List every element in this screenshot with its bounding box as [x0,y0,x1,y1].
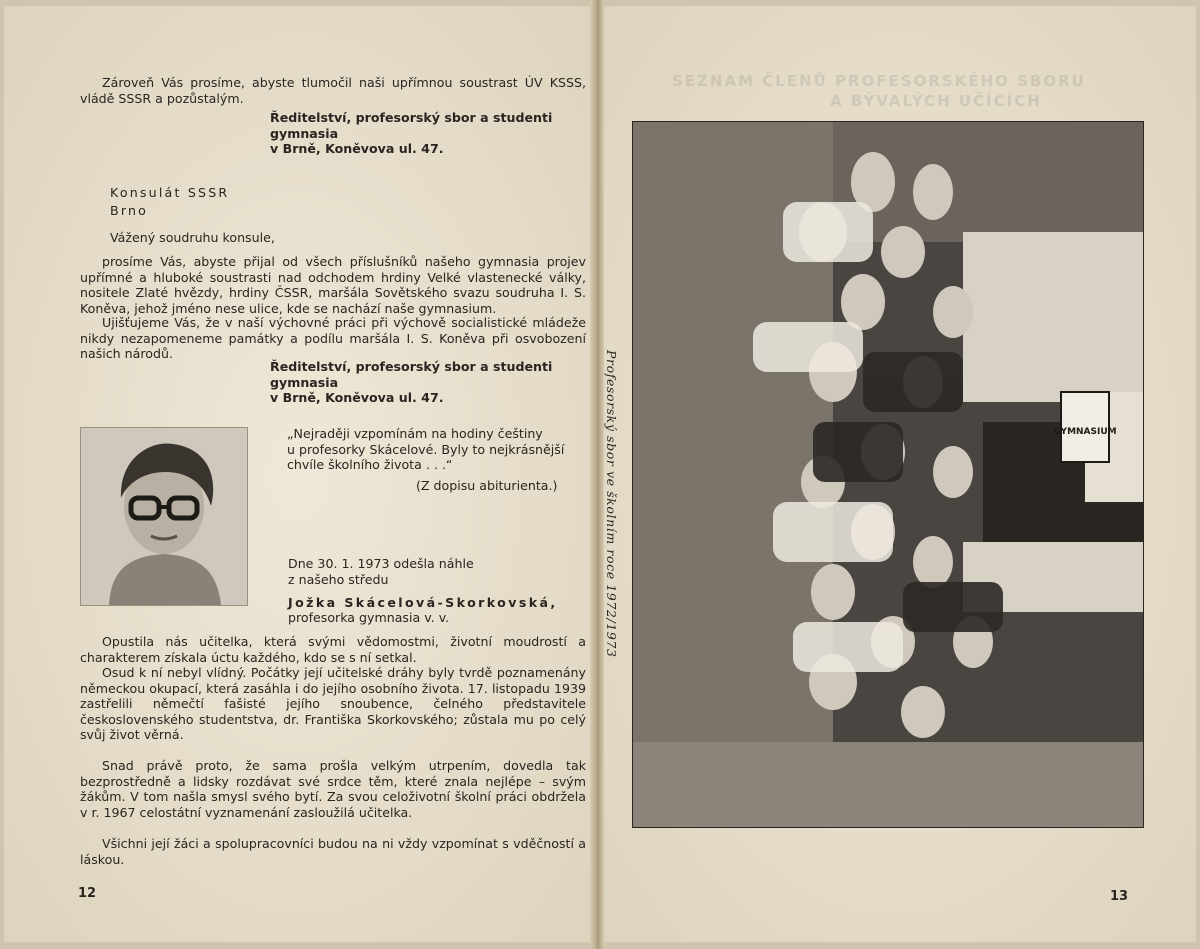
faculty-group-photo [633,122,1143,827]
obituary-intro-line: z našeho středu [288,571,389,587]
address-line: Brno [110,203,149,218]
book-gutter [590,0,604,949]
obituary-paragraph: Osud k ní nebyl vlídný. Počátky její učitelské dráhy byly tvrdě poznamenány německou okupací, která zasáhla i do jejího osobního života. 17. listopadu 1939 zastřelili němečtí fašisté jejího snoubence, čelného představitele československého studentstva, dr. Františka Skorkovského; zůstala mu po celý svůj život věrná. [80,665,586,743]
address-block [110,184,410,220]
photo-sign-text: GYMNASIUM [1053,427,1117,437]
obituary-paragraph: Opustila nás učitelka, která svými vědomostmi, životní moudrostí a charakterem získala úctu každého, kdo se s ní setkal. [80,634,586,665]
quote-line: „Nejraději vzpomínám na hodiny češtiny [287,426,543,441]
photo-caption: Profesorský sbor ve školním roce 1972/1973 [604,350,619,658]
address-line: Konsulát SSSR [110,185,230,200]
obituary-paragraph: Snad právě proto, že sama prošla velkým utrpením, dovedla tak bezprostředně a lidsky rozdávat své srdce těm, které znala nejlépe – svým žákům. V tom našla smysl svého bytí. Za svou celoživotní školní práci obdržela v r. 1967 celostátní vyznamenání zasloužilá učitelka. [80,758,586,820]
obituary-paragraph: Všichni její žáci a spolupracovníci budou na ni vždy vzpomínat s vděčností a láskou. [80,836,586,867]
bleed-through-text: SEZNAM ČLENŮ PROFESORSKÉHO SBORU [672,72,1086,90]
portrait-woman-with-glasses [81,428,247,605]
quote-line: chvíle školního života . . .“ [287,457,453,473]
obituary-intro-line: Dne 30. 1. 1973 odešla náhle [288,556,474,571]
quote-line: u profesorky Skácelové. Byly to nejkrásnější [287,441,565,457]
quote-source: (Z dopisu abiturienta.) [416,478,558,493]
signature-line: Ředitelství, profesorský sbor a studenti gymnasia [270,110,553,141]
obituary-title: profesorka gymnasia v. v. [288,610,450,625]
signature-block [270,359,590,406]
signature-line: Ředitelství, profesorský sbor a studenti gymnasia [270,359,553,390]
portrait-photo [80,427,248,606]
quote-block [287,426,587,473]
group-photo [632,121,1144,828]
signature-block [270,110,590,157]
paragraph: Zároveň Vás prosíme, abyste tlumočil naši upřímnou soustrast ÚV KSSS, vládě SSSR a pozůstalým. [80,75,586,106]
salutation: Vážený soudruhu konsule, [110,230,275,245]
paragraph: Ujišťujeme Vás, že v naší výchovné práci při výchově socialistické mládeže nikdy nezapomeneme památky a podílu maršála I. S. Koněva při osvobození našich národů. [80,315,586,362]
page-number-left: 12 [78,886,97,901]
obituary-intro [288,556,588,587]
paragraph: prosíme Vás, abyste přijal od všech příslušníků našeho gymnasia projev upřímné a hluboké soustrasti nad odchodem hrdiny Velké vlastenecké války, nositele Zlaté hvězdy, hrdiny ČSSR, maršála Sovětského svazu soudruha I. S. Koněva, jehož jméno nese ulice, kde se nachází naše gymnasium. [80,254,586,316]
signature-line: v Brně, Koněvova ul. 47. [270,390,444,406]
signature-line: v Brně, Koněvova ul. 47. [270,141,444,157]
obituary-name: Jožka Skácelová-Skorkovská, [288,595,558,610]
bleed-through-text: A BÝVALÝCH UČÍCÍCH [830,92,1042,110]
page-number-right: 13 [1110,889,1129,904]
